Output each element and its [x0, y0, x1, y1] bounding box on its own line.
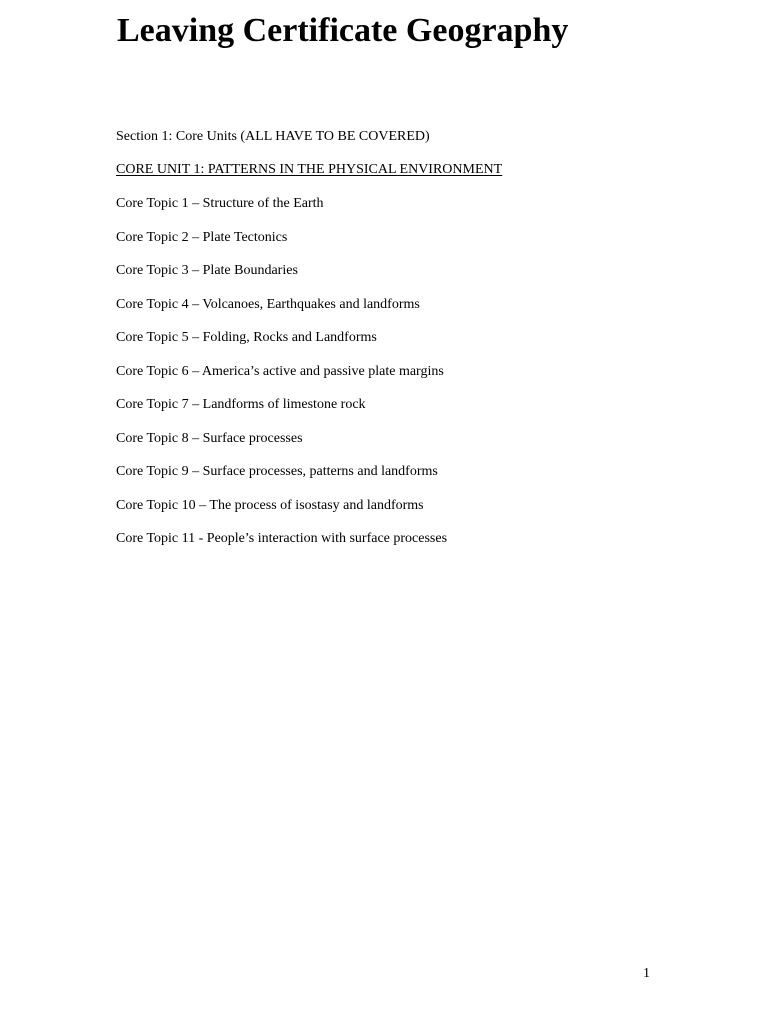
page-number: 1	[643, 966, 650, 981]
document-title: Leaving Certificate Geography	[117, 12, 569, 49]
section-heading: Section 1: Core Units (ALL HAVE TO BE COVERED)	[116, 129, 430, 144]
core-topic-item: Core Topic 3 – Plate Boundaries	[116, 263, 298, 278]
core-topic-list	[116, 195, 447, 564]
core-topic-item: Core Topic 5 – Folding, Rocks and Landforms	[116, 330, 377, 345]
core-unit-heading: CORE UNIT 1: PATTERNS IN THE PHYSICAL ENVIRONMENT	[116, 162, 503, 177]
core-topic-item: Core Topic 9 – Surface processes, patterns and landforms	[116, 464, 438, 479]
core-topic-item: Core Topic 10 – The process of isostasy and landforms	[116, 497, 424, 513]
core-topic-item: Core Topic 2 – Plate Tectonics	[116, 229, 288, 245]
core-topic-item: Core Topic 8 – Surface processes	[116, 430, 303, 446]
core-topic-item: Core Topic 7 – Landforms of limestone rock	[116, 397, 366, 412]
core-topic-item: Core Topic 11 - People’s interaction with surface processes	[116, 531, 448, 546]
core-topic-item: Core Topic 4 – Volcanoes, Earthquakes and landforms	[116, 296, 420, 312]
core-topic-item: Core Topic 6 – America’s active and passive plate margins	[116, 363, 444, 379]
core-topic-item: Core Topic 1 – Structure of the Earth	[116, 196, 324, 211]
